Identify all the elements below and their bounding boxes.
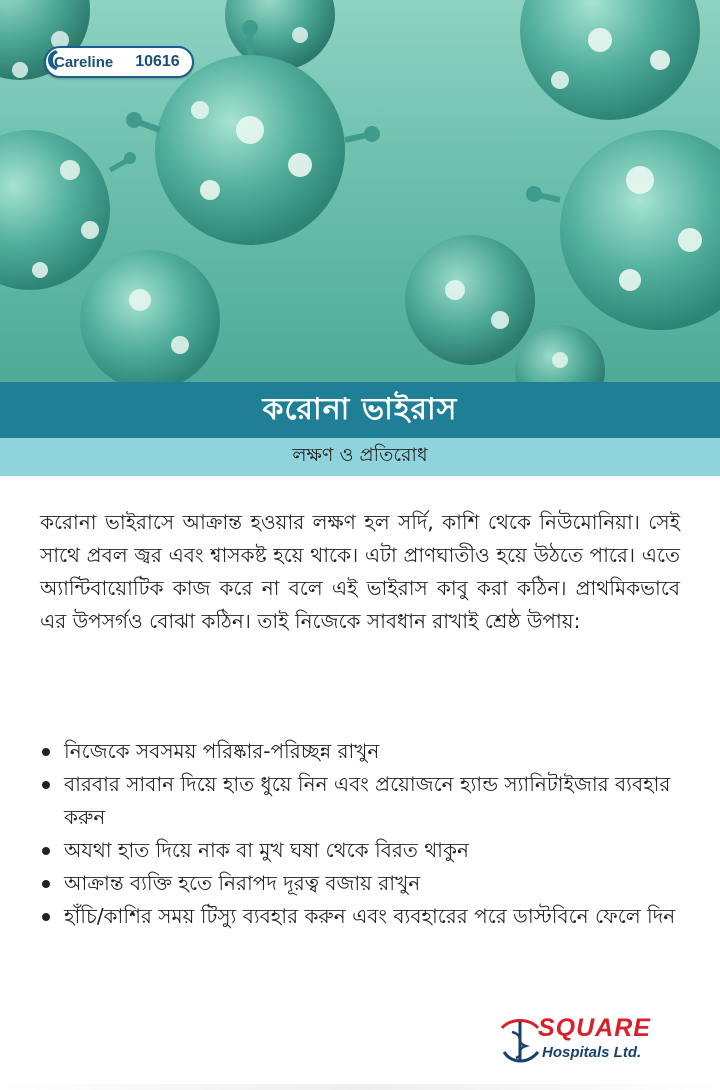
bullet-icon bbox=[42, 847, 50, 855]
tip-text: নিজেকে সবসময় পরিষ্কার-পরিচ্ছন্ন রাখুন bbox=[64, 739, 380, 763]
virus-particle bbox=[405, 235, 535, 365]
logo-name: SQUARE bbox=[538, 1014, 651, 1042]
prevention-tips-list bbox=[40, 735, 680, 933]
page-title: করোনা ভাইরাস bbox=[262, 391, 458, 427]
virus-particle bbox=[80, 250, 220, 382]
intro-paragraph: করোনা ভাইরাসে আক্রান্ত হওয়ার লক্ষণ হল সর্দি, কাশি থেকে নিউমোনিয়া। সেই সাথে প্রবল জ্বর এবং শ্বাসকষ্ট হয়ে থাকে। এটা প্রাণঘাতীও হয়ে উঠতে পারে। এতে অ্যান্টিবায়োটিক কাজ করে না বলে এই ভাইরাস কাবু করা কঠিন। প্রাথমিকভাবে এর উপসর্গও বোঝা কঠিন। তাই নিজেকে সাবধান রাখাই শ্রেষ্ঠ উপায়: bbox=[40, 510, 680, 633]
bullet-icon bbox=[42, 748, 50, 756]
footer-divider bbox=[0, 1084, 720, 1090]
title-band bbox=[0, 382, 720, 438]
square-hospitals-logo bbox=[496, 1012, 676, 1072]
hero-virus-image bbox=[0, 0, 720, 382]
subtitle-band bbox=[0, 438, 720, 476]
list-item bbox=[40, 768, 680, 834]
virus-particle bbox=[515, 325, 605, 382]
bullet-icon bbox=[42, 880, 50, 888]
list-item bbox=[40, 900, 680, 933]
list-item bbox=[40, 834, 680, 867]
caduceus-icon bbox=[496, 1012, 544, 1066]
tip-text: অযথা হাত দিয়ে নাক বা মুখ ঘষা থেকে বিরত থাকুন bbox=[64, 838, 469, 862]
list-item bbox=[40, 867, 680, 900]
virus-particle bbox=[526, 130, 720, 330]
bullet-icon bbox=[42, 913, 50, 921]
list-item bbox=[40, 735, 680, 768]
tip-text: আক্রান্ত ব্যক্তি হতে নিরাপদ দূরত্ব বজায় রাখুন bbox=[64, 871, 421, 895]
careline-label: Careline bbox=[54, 53, 114, 71]
virus-particle bbox=[520, 0, 700, 120]
bullet-icon bbox=[42, 781, 50, 789]
careline-badge bbox=[44, 46, 194, 78]
page-subtitle: লক্ষণ ও প্রতিরোধ bbox=[292, 444, 428, 466]
phone-icon bbox=[117, 50, 131, 74]
careline-number: 10616 bbox=[135, 53, 180, 70]
tip-text: হাঁচি/কাশির সময় টিস্যু ব্যবহার করুন এবং ব্যবহারের পরে ডাস্টবিনে ফেলে দিন bbox=[64, 904, 676, 928]
logo-subtitle: Hospitals Ltd. bbox=[542, 1044, 642, 1061]
tip-text: বারবার সাবান দিয়ে হাত ধুয়ে নিন এবং প্রয়োজনে হ্যান্ড স্যানিটাইজার ব্যবহার করুন bbox=[64, 772, 671, 829]
